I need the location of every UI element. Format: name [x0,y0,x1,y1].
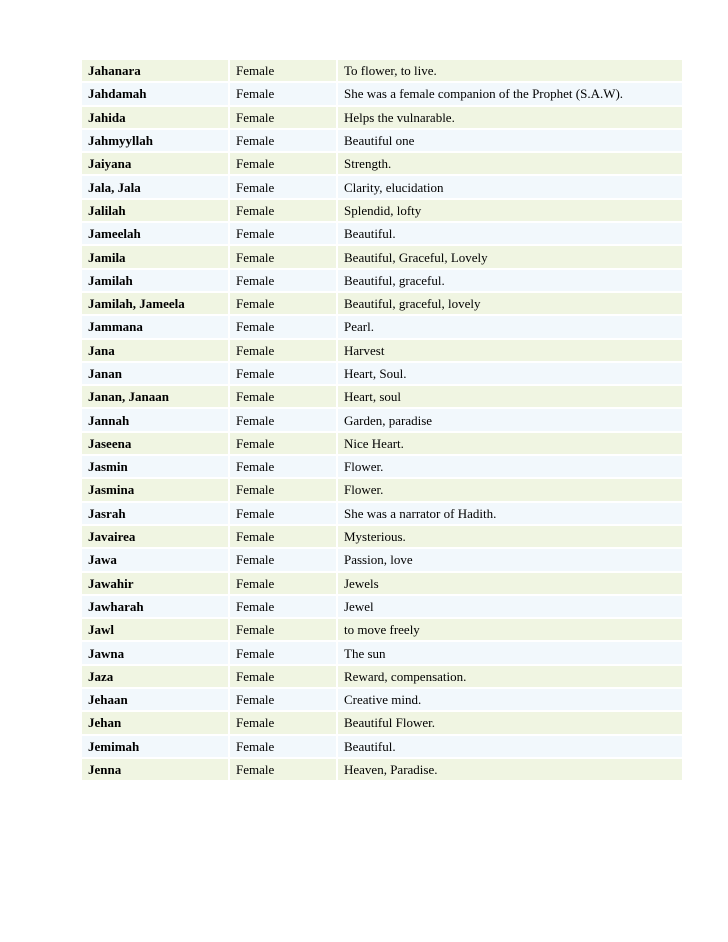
table-row [82,153,682,174]
table-row [82,689,682,710]
name-cell: Jaseena [82,433,228,454]
meaning-cell: Flower. [338,456,682,477]
meaning-cell: Reward, compensation. [338,666,682,687]
gender-cell: Female [230,270,336,291]
gender-cell: Female [230,689,336,710]
name-cell: Jawa [82,549,228,570]
gender-cell: Female [230,433,336,454]
gender-cell: Female [230,549,336,570]
names-table [80,58,684,782]
gender-cell: Female [230,409,336,430]
name-cell: Jaza [82,666,228,687]
name-cell: Jawl [82,619,228,640]
gender-cell: Female [230,83,336,104]
name-cell: Jasmina [82,479,228,500]
gender-cell: Female [230,176,336,197]
name-cell: Jahida [82,107,228,128]
name-cell: Jemimah [82,736,228,757]
meaning-cell: Jewel [338,596,682,617]
meaning-cell: Pearl. [338,316,682,337]
table-row [82,549,682,570]
table-row [82,712,682,733]
meaning-cell: Harvest [338,340,682,361]
gender-cell: Female [230,130,336,151]
gender-cell: Female [230,503,336,524]
gender-cell: Female [230,316,336,337]
table-row [82,526,682,547]
name-cell: Jasmin [82,456,228,477]
meaning-cell: Passion, love [338,549,682,570]
meaning-cell: To flower, to live. [338,60,682,81]
name-cell: Jamilah [82,270,228,291]
meaning-cell: Nice Heart. [338,433,682,454]
table-row [82,433,682,454]
meaning-cell: Heaven, Paradise. [338,759,682,780]
meaning-cell: Beautiful, Graceful, Lovely [338,246,682,267]
gender-cell: Female [230,736,336,757]
gender-cell: Female [230,386,336,407]
name-cell: Jahmyyllah [82,130,228,151]
name-cell: Jameelah [82,223,228,244]
name-cell: Jalilah [82,200,228,221]
table-row [82,619,682,640]
name-cell: Jawharah [82,596,228,617]
name-cell: Jamilah, Jameela [82,293,228,314]
name-cell: Janan [82,363,228,384]
name-cell: Jammana [82,316,228,337]
gender-cell: Female [230,596,336,617]
name-cell: Janan, Janaan [82,386,228,407]
gender-cell: Female [230,107,336,128]
meaning-cell: Helps the vulnarable. [338,107,682,128]
gender-cell: Female [230,153,336,174]
meaning-cell: Jewels [338,573,682,594]
gender-cell: Female [230,759,336,780]
table-row [82,270,682,291]
table-row [82,223,682,244]
gender-cell: Female [230,479,336,500]
gender-cell: Female [230,619,336,640]
meaning-cell: Beautiful, graceful. [338,270,682,291]
table-row [82,316,682,337]
meaning-cell: Heart, Soul. [338,363,682,384]
table-row [82,340,682,361]
gender-cell: Female [230,712,336,733]
name-cell: Jehan [82,712,228,733]
table-row [82,246,682,267]
meaning-cell: Splendid, lofty [338,200,682,221]
meaning-cell: Beautiful. [338,736,682,757]
meaning-cell: Beautiful, graceful, lovely [338,293,682,314]
table-row [82,596,682,617]
name-cell: Jahdamah [82,83,228,104]
table-row [82,107,682,128]
name-cell: Jawahir [82,573,228,594]
gender-cell: Female [230,666,336,687]
gender-cell: Female [230,293,336,314]
meaning-cell: Garden, paradise [338,409,682,430]
name-cell: Jala, Jala [82,176,228,197]
meaning-cell: to move freely [338,619,682,640]
table-row [82,60,682,81]
meaning-cell: Beautiful Flower. [338,712,682,733]
table-row [82,736,682,757]
name-cell: Jahanara [82,60,228,81]
meaning-cell: Strength. [338,153,682,174]
gender-cell: Female [230,246,336,267]
gender-cell: Female [230,526,336,547]
table-row [82,176,682,197]
table-row [82,130,682,151]
name-cell: Jenna [82,759,228,780]
meaning-cell: Creative mind. [338,689,682,710]
name-cell: Jaiyana [82,153,228,174]
gender-cell: Female [230,456,336,477]
name-cell: Jannah [82,409,228,430]
name-cell: Jehaan [82,689,228,710]
meaning-cell: Beautiful. [338,223,682,244]
meaning-cell: She was a narrator of Hadith. [338,503,682,524]
name-cell: Jamila [82,246,228,267]
meaning-cell: Flower. [338,479,682,500]
meaning-cell: She was a female companion of the Prophet (S.A.W). [338,83,682,104]
gender-cell: Female [230,60,336,81]
table-row [82,503,682,524]
meaning-cell: Heart, soul [338,386,682,407]
meaning-cell: Mysterious. [338,526,682,547]
meaning-cell: Beautiful one [338,130,682,151]
gender-cell: Female [230,200,336,221]
table-row [82,363,682,384]
gender-cell: Female [230,340,336,361]
table-row [82,456,682,477]
table-row [82,666,682,687]
table-row [82,386,682,407]
name-cell: Javairea [82,526,228,547]
table-row [82,759,682,780]
table-row [82,409,682,430]
meaning-cell: The sun [338,642,682,663]
name-cell: Jasrah [82,503,228,524]
table-row [82,479,682,500]
gender-cell: Female [230,573,336,594]
table-row [82,573,682,594]
gender-cell: Female [230,223,336,244]
name-cell: Jawna [82,642,228,663]
table-row [82,642,682,663]
table-row [82,293,682,314]
meaning-cell: Clarity, elucidation [338,176,682,197]
gender-cell: Female [230,642,336,663]
name-cell: Jana [82,340,228,361]
names-table-body [82,60,682,780]
table-row [82,83,682,104]
table-row [82,200,682,221]
gender-cell: Female [230,363,336,384]
